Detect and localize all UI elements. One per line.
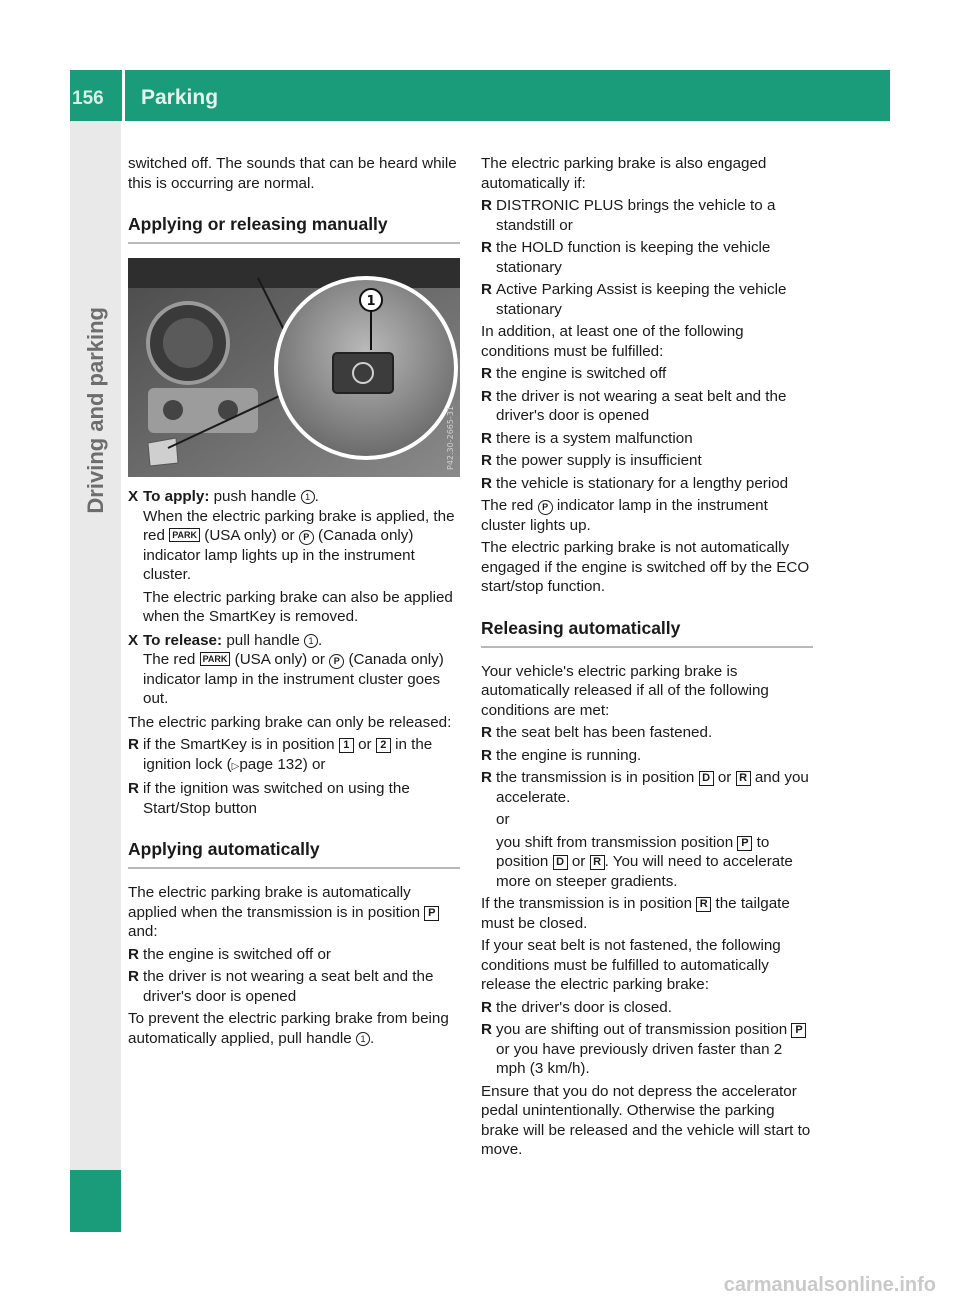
right-column (481, 154, 813, 1163)
release-label: To release: (143, 631, 223, 649)
bullet-text: you shift from transmission position (496, 833, 734, 851)
paragraph: The red (481, 497, 534, 514)
bullet-marker: R (481, 365, 492, 382)
release-text: pull handle (226, 631, 300, 649)
list-item (481, 429, 813, 449)
release-text-d: (Canada only) indicator lamp in the instrument cluster goes out. (143, 651, 444, 707)
bullet-text: and you accelerate. (496, 769, 809, 806)
bullet-text: the engine is switched off (496, 365, 667, 382)
chapter-marker (70, 1170, 121, 1232)
park-symbol: PARK (200, 652, 231, 666)
bullet-text: the seat belt has been fastened. (496, 724, 713, 741)
apply-step: X To apply: push handle 1 . When the electric parking brake is applied, the red PARK (USA only) or P (Canada only) indicator lamp lights up in the instrument cluster. The electric parking brake can also be applied when the SmartKey is removed. (128, 487, 460, 627)
step-arrow: X (128, 631, 139, 649)
apply-text-c: (USA only) or (204, 527, 295, 544)
gear-p-symbol: P (424, 906, 439, 921)
bullet-text: the engine is switched off or (143, 945, 331, 963)
bullet-text: or (496, 811, 510, 828)
list-item (128, 967, 460, 1006)
handle-callout: 1 (304, 634, 318, 648)
auto-apply-text-b: and: (128, 923, 158, 940)
list-item (481, 998, 813, 1018)
bullet-text: or (571, 853, 586, 870)
bullet-text: the transmission is in position (496, 769, 695, 786)
paragraph: If your seat belt is not fastened, the following conditions must be fulfilled to automatically release the electric parking brake: (481, 937, 781, 993)
prevent-text: To prevent the electric parking brake from being automatically applied, pull handle (128, 1010, 449, 1047)
list-item (128, 945, 460, 965)
heading-auto-apply: Applying automatically (128, 838, 460, 869)
bullet-text: DISTRONIC PLUS brings the vehicle to a standstill or (496, 197, 776, 234)
paragraph: The electric parking brake is also engaged automatically if: (481, 155, 767, 192)
list-item (481, 1020, 813, 1079)
auto-apply-text: The electric parking brake is automatically applied when the transmission is in position (128, 884, 421, 921)
bullet-marker: R (481, 239, 492, 256)
list-item (128, 735, 460, 776)
bullet-marker: R (481, 1021, 492, 1038)
p-circle-symbol: P (538, 500, 553, 515)
page-ref-icon: ▷ (231, 760, 240, 772)
photo-code: P42.30-2665-31 (446, 405, 455, 470)
list-item (481, 196, 813, 235)
release-conditions-intro: The electric parking brake can only be released: (128, 713, 452, 731)
header-divider (122, 70, 125, 121)
bullet-text: the driver's door is closed. (496, 998, 672, 1016)
intro-text: switched off. The sounds that can be heard while this is occurring are normal. (128, 155, 457, 192)
release-text-c: (USA only) or (234, 651, 325, 668)
bullet-text: or you have previously driven faster than 2 mph (3 km/h). (496, 1040, 783, 1077)
footer-watermark: carmanualsonline.info (723, 1274, 936, 1296)
list-item (481, 768, 813, 891)
photo-callout: 1 (366, 294, 376, 309)
apply-label: To apply: (143, 488, 210, 505)
paragraph: Your vehicle's electric parking brake is automatically released if all of the following conditions are met: (481, 662, 769, 719)
section-title: Parking (141, 86, 219, 109)
bullet-marker: R (481, 769, 492, 786)
left-column: switched off. The sounds that can be heard while this is occurring are normal. Applying or releasing manually 1 P42.30-2665-31 X To apply: push handle 1 . When the electric parking brake is applied, the red PARK (USA only) or P (Canada only) indicator lamp lights up in the instrument cluster. The electric parking brake can also be applied when the SmartKey is removed. X To release: pull handle 1 . The red PARK (USA only) or P (Canada only) indicator lamp in the instrument cluster goes out. The electric parking brake can only be released: R if the SmartKey is in position 1 or 2 in the ignition lock (▷page 132) or R if the ignition was switched on using the Start/Stop button Applying automatically The electric parking brake is automatically applied when the transmission is in position P and: R the engine is switched off or R the driver is not wearing a seat belt and the driver's door is opened To prevent the electric parking brake from being automatically applied, pull handle 1 . (128, 154, 460, 1051)
page-reference-link: page 132) or (239, 755, 326, 773)
bullet-text: the driver is not wearing a seat belt and the driver's door is opened (143, 968, 434, 1005)
gear-p-symbol: P (791, 1023, 806, 1038)
key-position-2: 2 (376, 738, 391, 753)
bullet-text: the power supply is insufficient (496, 452, 702, 469)
apply-text-e: The electric parking brake can also be applied when the SmartKey is removed. (143, 588, 453, 625)
bullet-text: if the ignition was switched on using the Start/Stop button (143, 780, 410, 817)
bullet-marker: R (481, 197, 492, 214)
bullet-marker: R (481, 724, 492, 741)
bullet-text: the driver is not wearing a seat belt and the driver's door is opened (496, 387, 787, 424)
paragraph: The electric parking brake is not automatically engaged if the engine is switched off by the ECO start/stop function. (481, 539, 810, 595)
list-item (481, 474, 813, 494)
bullet-text: to position (496, 833, 770, 870)
apply-text-b: When the electric parking brake is applied, the red (143, 507, 455, 544)
bullet-marker: R (481, 452, 492, 469)
gear-r-symbol: R (736, 771, 751, 786)
bullet-text: Active Parking Assist is keeping the vehicle stationary (496, 281, 787, 318)
bullet-text: . You will need to accelerate more on steeper gradients. (496, 853, 793, 890)
bullet-marker: R (481, 746, 492, 764)
p-circle-symbol: P (299, 530, 314, 545)
bullet-marker: R (481, 281, 492, 298)
bullet-text: there is a system malfunction (496, 429, 693, 447)
list-item (481, 280, 813, 319)
bullet-marker: R (128, 945, 139, 963)
bullet-text: in the ignition lock ( (143, 736, 433, 773)
release-step: X To release: pull handle 1 . The red PARK (USA only) or P (Canada only) indicator lamp in the instrument cluster goes out. (128, 631, 444, 707)
apply-text: push handle (213, 488, 297, 505)
list-item (481, 238, 813, 277)
bullet-marker: R (481, 429, 492, 447)
bullet-marker: R (128, 780, 139, 797)
gear-r-symbol: R (696, 897, 711, 912)
handle-callout: 1 (301, 490, 315, 504)
paragraph: Ensure that you do not depress the accelerator pedal unintentionally. Otherwise the parking brake will be released and the vehicle will start to move. (481, 1082, 811, 1158)
heading-auto-release: Releasing automatically (481, 617, 813, 648)
bullet-marker: R (128, 968, 139, 985)
list-item (481, 387, 813, 426)
parking-brake-photo (128, 258, 460, 477)
bullet-marker: R (481, 387, 492, 405)
page-number: 156 (72, 88, 104, 109)
heading-manual: Applying or releasing manually (128, 213, 460, 244)
bullet-marker: R (128, 736, 139, 753)
gear-p-symbol: P (737, 836, 752, 851)
list-item (481, 723, 813, 743)
bullet-text: the HOLD function is keeping the vehicle stationary (496, 239, 771, 276)
list-item (481, 451, 813, 471)
chapter-label: Driving and parking (82, 307, 108, 514)
handle-callout: 1 (356, 1032, 370, 1046)
paragraph: the tailgate must be closed. (481, 895, 790, 932)
paragraph: In addition, at least one of the following conditions must be fulfilled: (481, 323, 744, 360)
gear-d-symbol: D (553, 855, 568, 870)
release-text-b: The red (143, 651, 196, 668)
apply-text-d: (Canada only) indicator lamp lights up in the instrument cluster. (143, 527, 415, 583)
park-symbol: PARK (169, 528, 200, 542)
bullet-text: if the SmartKey is in position (143, 736, 335, 753)
list-item (481, 746, 813, 766)
paragraph: indicator lamp in the instrument cluster lights up. (481, 497, 768, 534)
bullet-text: you are shifting out of transmission position (496, 1021, 788, 1038)
gear-d-symbol: D (699, 771, 714, 786)
paragraph: If the transmission is in position (481, 895, 693, 912)
bullet-text: the vehicle is stationary for a lengthy period (496, 474, 789, 492)
bullet-text: or (358, 736, 372, 753)
bullet-marker: R (481, 474, 492, 492)
key-position-1: 1 (339, 738, 354, 753)
bullet-marker: R (481, 998, 492, 1016)
list-item (481, 364, 813, 384)
bullet-text: or (717, 769, 732, 786)
bullet-text: the engine is running. (496, 746, 642, 764)
gear-r-symbol: R (590, 855, 605, 870)
p-circle-symbol: P (329, 654, 344, 669)
step-arrow: X (128, 488, 139, 505)
list-item (128, 779, 460, 818)
chapter-tab (70, 121, 121, 781)
